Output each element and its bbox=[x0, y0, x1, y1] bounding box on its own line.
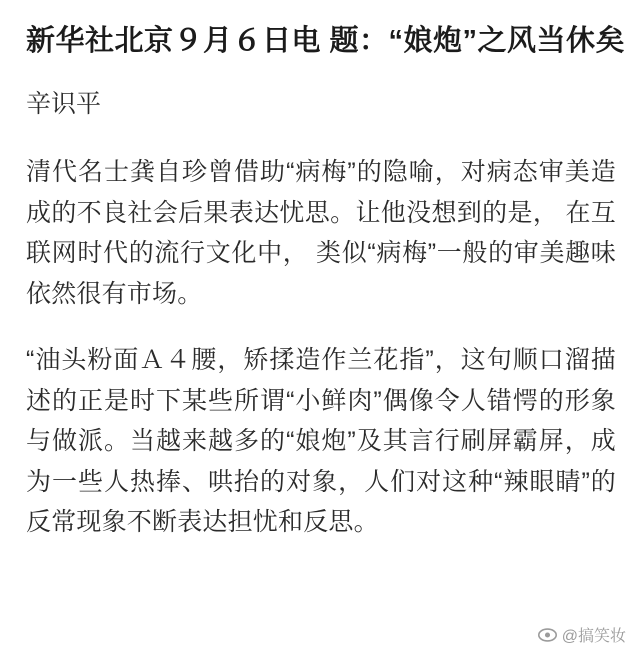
watermark-label: @搞笑妆 bbox=[561, 628, 626, 645]
page-title: 新华社北京９月６日电 题：“娘炮”之风当休矣 bbox=[26, 25, 626, 57]
article-byline: 辛识平 bbox=[26, 90, 102, 119]
weibo-eye-icon bbox=[538, 627, 557, 643]
article-paragraph: 清代名士龚自珍曾借助“病梅”的隐喻，对病态审美造成的不良社会后果表达忧思。让他没想到的是， 在互联网时代的流行文化中， 类似“病梅”一般的审美趣味依然很有市场。 bbox=[26, 158, 616, 308]
watermark bbox=[538, 623, 626, 646]
article-paragraph: “油头粉面Ａ４腰，矫揉造作兰花指”，这句顺口溜描述的正是时下某些所谓“小鲜肉”偶像令人错愕的形象与做派。当越来越多的“娘炮”及其言行刷屏霸屏，成为一些人热捧、哄抬的对象，人们对这种“辣眼睛”的反常现象不断表达担忧和反思。 bbox=[26, 346, 616, 537]
